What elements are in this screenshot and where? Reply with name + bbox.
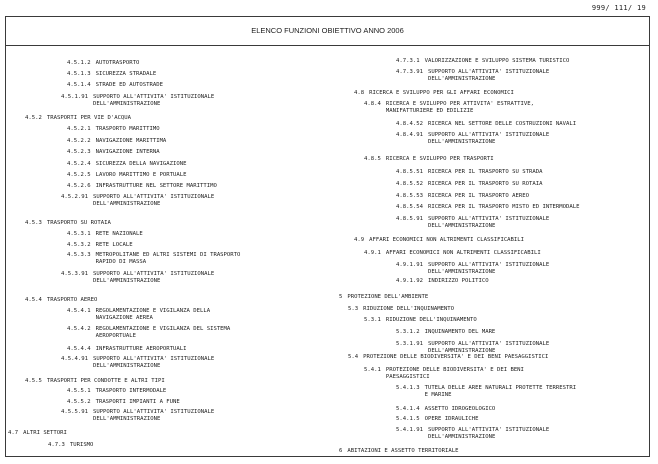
function-description — [381, 250, 541, 257]
description-line: DELL'AMMINISTRAZIONE — [427, 269, 496, 275]
description-line: TRASPORTO AEREO — [46, 297, 98, 303]
description-line: STRADE ED AUTOSTRADE — [95, 82, 163, 88]
description-line: TRASPORTI IMPIANTI A FUNE — [95, 399, 180, 405]
list-item — [67, 149, 160, 156]
description-line: REGOLAMENTAZIONE E VIGILANZA DELLA — [95, 308, 211, 314]
list-item — [25, 115, 131, 122]
function-code: 4.7 — [8, 430, 19, 436]
description-line: INFRASTRUTTURE NEL SETTORE MARITTIMO — [95, 183, 217, 189]
description-line: ALTRI SETTORI — [23, 430, 67, 436]
function-code: 5.4.1.4 — [396, 406, 420, 412]
description-line: TRASPORTO MARITTIMO — [95, 126, 160, 132]
list-item — [396, 69, 549, 83]
description-line: REGOLAMENTAZIONE E VIGILANZA DEL SISTEMA — [95, 326, 231, 332]
function-code: 4.8.4.52 — [396, 121, 423, 127]
function-code: 6 — [339, 448, 343, 454]
description-line: SUPPORTO ALL'ATTIVITA' ISTITUZIONALE — [427, 341, 550, 347]
function-description — [42, 220, 111, 227]
function-code: 4.5.5.1 — [67, 388, 91, 394]
function-code: 4.8.5.51 — [396, 169, 423, 175]
list-item — [396, 262, 549, 276]
function-description — [91, 172, 187, 179]
function-code: 4.5.5.91 — [61, 409, 88, 415]
list-item — [364, 250, 541, 257]
description-line: INQUINAMENTO DEL MARE — [424, 329, 496, 335]
list-item — [67, 346, 187, 353]
list-item — [25, 220, 111, 227]
function-description — [420, 58, 570, 65]
function-code: 4.5.1.3 — [67, 71, 91, 77]
list-item — [67, 183, 217, 190]
list-item — [61, 356, 214, 370]
description-line: NAVIGAZIONE INTERNA — [95, 149, 160, 155]
list-item — [67, 126, 160, 133]
function-code: 5.4.1 — [364, 367, 381, 373]
function-description — [91, 161, 187, 168]
list-item — [339, 448, 459, 455]
function-description — [423, 69, 549, 83]
list-item — [354, 237, 524, 244]
function-code: 5.4.1.91 — [396, 427, 423, 433]
description-line: DELL'AMMINISTRAZIONE — [427, 76, 496, 82]
description-line: RICERCA E SVILUPPO PER TRASPORTI — [385, 156, 494, 162]
description-line: AEROPORTUALE — [95, 333, 136, 339]
function-description — [42, 297, 98, 304]
function-code: 4.5.5.2 — [67, 399, 91, 405]
function-description — [381, 101, 534, 115]
description-line: VALORIZZAZIONE E SVILUPPO SISTEMA TURISTICO — [424, 58, 570, 64]
function-code: 4.8.5.52 — [396, 181, 423, 187]
function-description — [420, 329, 496, 336]
function-code: 4.5.1.2 — [67, 60, 91, 66]
list-item — [396, 216, 549, 230]
function-code: 5.4.1.3 — [396, 385, 420, 391]
function-description — [381, 317, 477, 324]
page-number: 999/ 111/ 19 — [591, 4, 646, 12]
list-item — [67, 82, 163, 89]
list-item — [396, 385, 576, 399]
list-item — [61, 194, 214, 208]
list-item — [67, 71, 156, 78]
description-line: DELL'AMMINISTRAZIONE — [92, 416, 161, 422]
function-description — [91, 252, 241, 266]
function-code: 4.5.2.1 — [67, 126, 91, 132]
description-line: NAVIGAZIONE AEREA — [95, 315, 153, 321]
function-code: 4.5.4.91 — [61, 356, 88, 362]
description-line: RIDUZIONE DELL'INQUINAMENTO — [363, 306, 455, 312]
list-item — [348, 354, 548, 361]
function-code: 4.5.3.3 — [67, 252, 91, 258]
function-code: 4.9.1.92 — [396, 278, 423, 284]
function-code: 4.8.5.53 — [396, 193, 423, 199]
function-description — [358, 354, 548, 361]
description-line: INFRASTRUTTURE AEROPORTUALI — [95, 346, 187, 352]
list-item — [396, 329, 495, 336]
description-line: E MARINE — [424, 392, 452, 398]
description-line: AUTOTRASPORTO — [95, 60, 140, 66]
function-description — [91, 242, 133, 249]
description-line: LAVORO MARITTIMO E PORTUALE — [95, 172, 187, 178]
function-code: 4.8.4 — [364, 101, 381, 107]
description-line: INDIRIZZO POLITICO — [427, 278, 489, 284]
function-code: 4.5.4 — [25, 297, 42, 303]
function-code: 5.4.1.5 — [396, 416, 420, 422]
list-item — [25, 378, 165, 385]
function-description — [423, 341, 549, 355]
function-description — [423, 204, 580, 211]
list-item — [61, 94, 214, 108]
description-line: TRASPORTO INTERMODALE — [95, 388, 167, 394]
description-line: RICERCA PER IL TRASPORTO AEREO — [427, 193, 529, 199]
function-code: 5.3.1.2 — [396, 329, 420, 335]
function-description — [91, 138, 167, 145]
function-code: 4.5.4.1 — [67, 308, 91, 314]
list-item — [364, 367, 524, 381]
function-description — [88, 94, 214, 108]
function-description — [91, 399, 180, 406]
function-code: 4.9 — [354, 237, 365, 243]
list-item — [67, 252, 240, 266]
function-code: 4.8.4.91 — [396, 132, 423, 138]
function-code: 4.5.3.2 — [67, 242, 91, 248]
description-line: SUPPORTO ALL'ATTIVITA' ISTITUZIONALE — [427, 69, 550, 75]
function-code: 4.5.2.4 — [67, 161, 91, 167]
description-line: TRASPORTO SU ROTAIA — [46, 220, 111, 226]
description-line: DELL'AMMINISTRAZIONE — [92, 101, 161, 107]
function-code: 4.5.1.91 — [61, 94, 88, 100]
description-line: RETE LOCALE — [95, 242, 133, 248]
description-line: AFFARI ECONOMICI NON ALTRIMENTI CLASSIFICABILI — [369, 237, 525, 243]
function-description — [65, 442, 94, 449]
description-line: TRASPORTI PER CONDOTTE E ALTRI TIPI — [46, 378, 165, 384]
description-line: PROTEZIONE DELLE BIODIVERSITA' E DEI BENI PAESAGGISTICI — [363, 354, 549, 360]
function-description — [91, 183, 217, 190]
description-line: SUPPORTO ALL'ATTIVITA' ISTITUZIONALE — [92, 94, 215, 100]
list-item — [364, 101, 534, 115]
function-code: 4.7.3.1 — [396, 58, 420, 64]
description-line: SUPPORTO ALL'ATTIVITA' ISTITUZIONALE — [92, 194, 215, 200]
description-line: ABITAZIONI E ASSETTO TERRITORIALE — [347, 448, 459, 454]
function-description — [91, 346, 187, 353]
function-description — [91, 60, 140, 67]
function-description — [88, 409, 214, 423]
list-item — [396, 406, 495, 413]
function-code: 4.7.3 — [48, 442, 65, 448]
description-line: RAPIDO DI MASSA — [95, 259, 147, 265]
function-description — [18, 430, 67, 437]
list-item — [396, 204, 580, 211]
function-description — [42, 378, 165, 385]
description-line: DELL'AMMINISTRAZIONE — [427, 348, 496, 354]
description-line: DELL'AMMINISTRAZIONE — [92, 278, 161, 284]
function-code: 4.8.5 — [364, 156, 381, 162]
function-description — [420, 416, 479, 423]
function-description — [91, 308, 211, 322]
description-line: SICUREZZA STRADALE — [95, 71, 157, 77]
function-description — [91, 326, 231, 340]
function-code: 5.4 — [348, 354, 359, 360]
function-description — [88, 356, 214, 370]
list-item — [67, 399, 180, 406]
function-description — [420, 406, 496, 413]
function-code: 4.8 — [354, 90, 365, 96]
function-description — [91, 71, 157, 78]
description-line: METROPOLITANE ED ALTRI SISTEMI DI TRASPORTO — [95, 252, 241, 258]
list-item — [348, 306, 454, 313]
list-item — [67, 308, 210, 322]
function-description — [423, 278, 489, 285]
description-line: RIDUZIONE DELL'INQUINAMENTO — [385, 317, 477, 323]
list-item — [67, 161, 187, 168]
function-code: 4.9.1.91 — [396, 262, 423, 268]
function-description — [91, 231, 143, 238]
description-line: TUTELA DELLE AREE NATURALI PROTETTE TERRESTRI — [424, 385, 577, 391]
description-line: PAESAGGISTICI — [385, 374, 430, 380]
function-code: 4.5.3.91 — [61, 271, 88, 277]
description-line: RICERCA NEL SETTORE DELLE COSTRUZIONI NAVALI — [427, 121, 577, 127]
list-item — [396, 193, 529, 200]
description-line: DELL'AMMINISTRAZIONE — [92, 363, 161, 369]
function-code: 4.7.3.91 — [396, 69, 423, 75]
function-description — [91, 149, 160, 156]
description-line: RICERCA PER IL TRASPORTO MISTO ED INTERMODALE — [427, 204, 580, 210]
description-line: SUPPORTO ALL'ATTIVITA' ISTITUZIONALE — [427, 427, 550, 433]
function-description — [420, 385, 577, 399]
list-item — [67, 231, 143, 238]
function-code: 5 — [339, 294, 343, 300]
function-code: 4.9.1 — [364, 250, 381, 256]
function-description — [364, 237, 524, 244]
function-code: 4.8.5.54 — [396, 204, 423, 210]
title-divider — [6, 45, 649, 46]
list-item — [364, 156, 494, 163]
list-item — [67, 388, 166, 395]
function-description — [91, 82, 163, 89]
description-line: SUPPORTO ALL'ATTIVITA' ISTITUZIONALE — [92, 356, 215, 362]
description-line: RICERCA PER IL TRASPORTO SU STRADA — [427, 169, 543, 175]
description-line: SUPPORTO ALL'ATTIVITA' ISTITUZIONALE — [427, 216, 550, 222]
list-item — [364, 317, 477, 324]
list-item — [67, 138, 166, 145]
function-description — [423, 262, 549, 276]
description-line: SUPPORTO ALL'ATTIVITA' ISTITUZIONALE — [427, 132, 550, 138]
function-code: 4.5.3.1 — [67, 231, 91, 237]
function-code: 4.5.2.5 — [67, 172, 91, 178]
function-description — [88, 271, 214, 285]
list-item — [61, 409, 214, 423]
function-description — [423, 216, 549, 230]
description-line: RICERCA E SVILUPPO PER ATTIVITA' ESTRATTIVE, — [385, 101, 535, 107]
description-line: SUPPORTO ALL'ATTIVITA' ISTITUZIONALE — [427, 262, 550, 268]
function-code: 4.5.2.3 — [67, 149, 91, 155]
description-line: RETE NAZIONALE — [95, 231, 143, 237]
function-description — [423, 193, 529, 200]
list-item — [396, 427, 549, 441]
description-line: RICERCA E SVILUPPO PER GLI AFFARI ECONOMICI — [369, 90, 514, 96]
list-item — [396, 132, 549, 146]
list-item — [396, 416, 478, 423]
description-line: OPERE IDRAULICHE — [424, 416, 479, 422]
description-line: SICUREZZA DELLA NAVIGAZIONE — [95, 161, 187, 167]
function-description — [423, 169, 543, 176]
function-description — [381, 367, 524, 381]
function-code: 4.5.2.91 — [61, 194, 88, 200]
list-item — [8, 430, 67, 437]
function-code: 4.5.5 — [25, 378, 42, 384]
function-code: 4.5.2.6 — [67, 183, 91, 189]
function-description — [364, 90, 514, 97]
description-line: DELL'AMMINISTRAZIONE — [92, 201, 161, 207]
function-code: 4.5.2 — [25, 115, 42, 121]
list-item — [67, 60, 139, 67]
description-line: SUPPORTO ALL'ATTIVITA' ISTITUZIONALE — [92, 271, 215, 277]
list-item — [67, 242, 133, 249]
description-line: AFFARI ECONOMICI NON ALTRIMENTI CLASSIFICABILI — [385, 250, 541, 256]
function-description — [358, 306, 454, 313]
list-item — [339, 294, 428, 301]
function-description — [91, 126, 160, 133]
function-description — [91, 388, 167, 395]
list-item — [396, 181, 542, 188]
description-line: MANIFATTURIERE ED EDILIZIE — [385, 108, 474, 114]
list-item — [396, 121, 576, 128]
function-description — [423, 427, 549, 441]
list-item — [396, 341, 549, 355]
function-code: 4.8.5.91 — [396, 216, 423, 222]
description-line: NAVIGAZIONE MARITTIMA — [95, 138, 167, 144]
description-line: SUPPORTO ALL'ATTIVITA' ISTITUZIONALE — [92, 409, 215, 415]
function-code: 5.3 — [348, 306, 359, 312]
document-title: ELENCO FUNZIONI OBIETTIVO ANNO 2006 — [251, 26, 404, 35]
function-code: 4.5.1.4 — [67, 82, 91, 88]
function-description — [423, 121, 576, 128]
function-code: 4.5.4.4 — [67, 346, 91, 352]
function-code: 4.5.2.2 — [67, 138, 91, 144]
list-item — [396, 58, 569, 65]
function-code: 4.5.4.2 — [67, 326, 91, 332]
document-sheet — [5, 16, 650, 457]
function-code: 4.5.3 — [25, 220, 42, 226]
function-description — [342, 294, 428, 301]
list-item — [25, 297, 97, 304]
description-line: TURISMO — [69, 442, 94, 448]
description-line: RICERCA PER IL TRASPORTO SU ROTAIA — [427, 181, 543, 187]
list-item — [61, 271, 214, 285]
function-description — [423, 181, 543, 188]
list-item — [396, 169, 542, 176]
list-item — [354, 90, 514, 97]
description-line: ASSETTO IDROGEOLOGICO — [424, 406, 496, 412]
description-line: PROTEZIONE DELLE BIODIVERSITA' E DEI BENI — [385, 367, 524, 373]
function-description — [88, 194, 214, 208]
function-description — [381, 156, 494, 163]
list-item — [396, 278, 489, 285]
description-line: PROTEZIONE DELL'AMBIENTE — [347, 294, 429, 300]
description-line: DELL'AMMINISTRAZIONE — [427, 434, 496, 440]
description-line: DELL'AMMINISTRAZIONE — [427, 139, 496, 145]
list-item — [67, 172, 187, 179]
list-item — [67, 326, 230, 340]
function-description — [423, 132, 549, 146]
function-description — [42, 115, 131, 122]
function-code: 5.3.1 — [364, 317, 381, 323]
list-item — [48, 442, 93, 449]
description-line: DELL'AMMINISTRAZIONE — [427, 223, 496, 229]
function-code: 5.3.1.91 — [396, 341, 423, 347]
function-description — [342, 448, 458, 455]
description-line: TRASPORTI PER VIE D'ACQUA — [46, 115, 132, 121]
